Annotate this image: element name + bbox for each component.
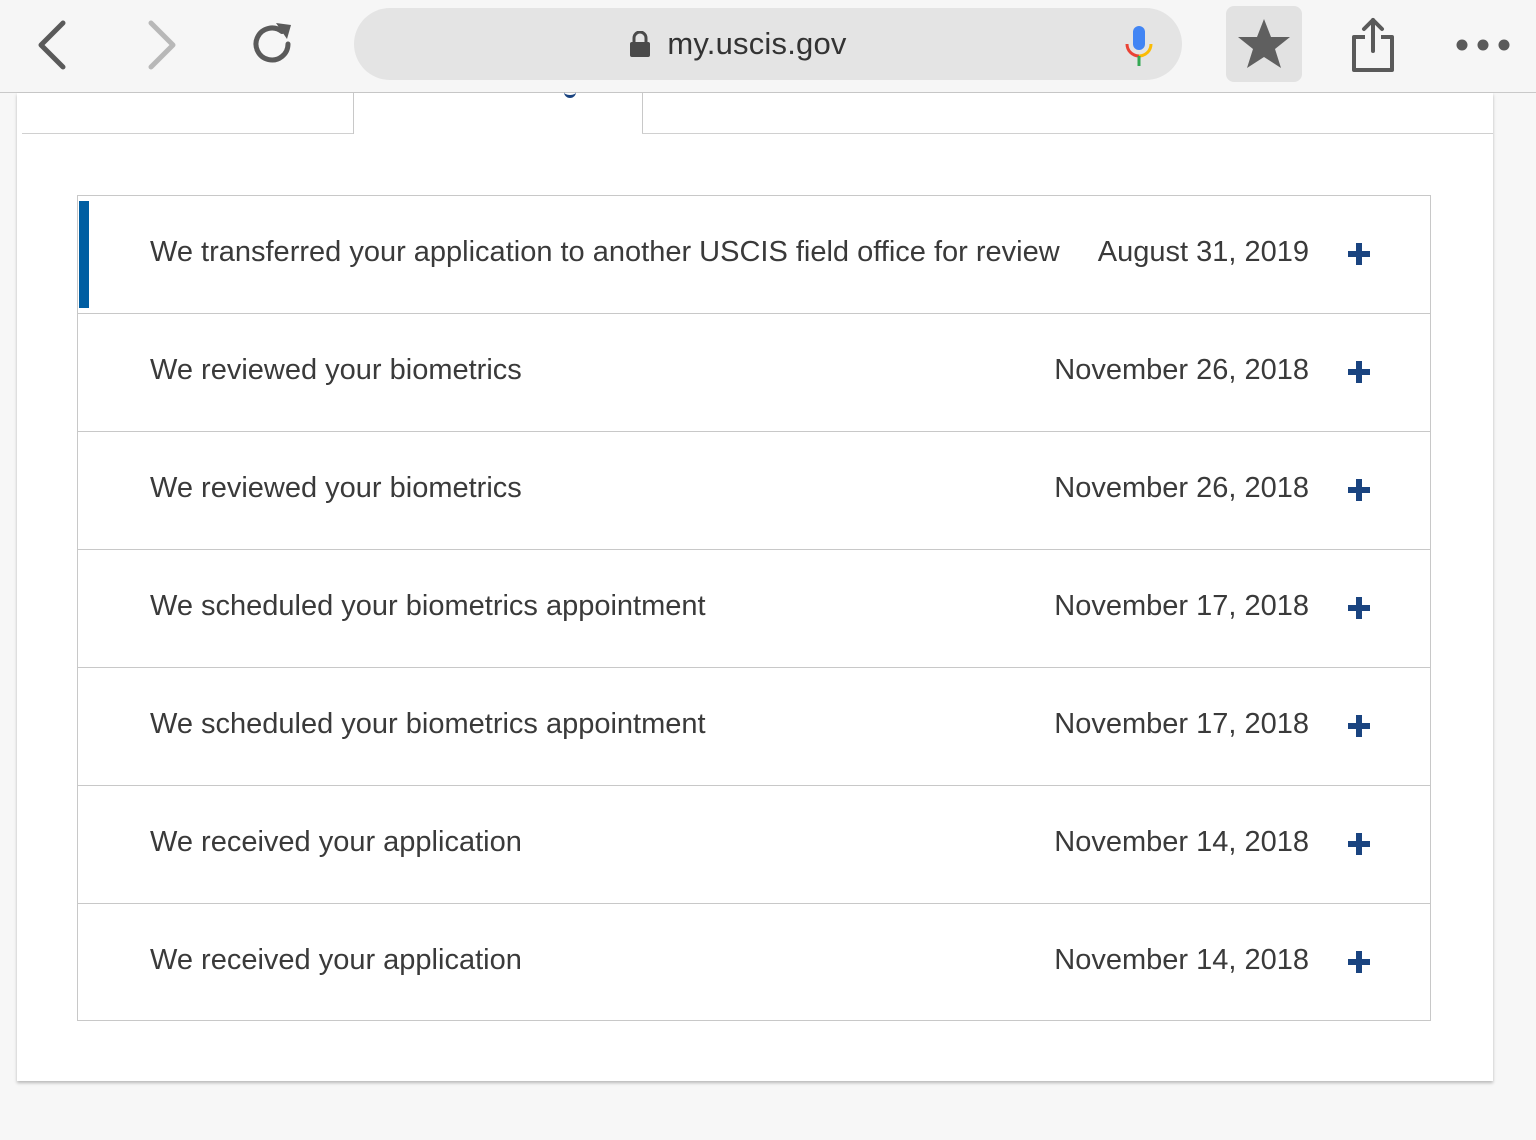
history-date: November 17, 2018 <box>1054 708 1309 740</box>
history-row-4[interactable] <box>78 550 1430 668</box>
plus-icon[interactable] <box>1347 832 1371 856</box>
share-button[interactable] <box>1340 12 1406 78</box>
plus-icon[interactable] <box>1347 478 1371 502</box>
history-description: We received your application <box>150 826 522 858</box>
plus-icon[interactable] <box>1347 950 1371 974</box>
microphone-icon[interactable] <box>1122 24 1156 70</box>
tab-bar-filler <box>642 93 1493 134</box>
history-row-7[interactable] <box>78 904 1430 1022</box>
reload-button[interactable] <box>240 12 304 76</box>
history-row-1[interactable] <box>78 196 1430 314</box>
history-date: August 31, 2019 <box>1097 236 1309 268</box>
tab-active[interactable] <box>353 93 643 134</box>
plus-icon[interactable] <box>1347 242 1371 266</box>
browser-toolbar <box>0 0 1536 93</box>
history-date: November 14, 2018 <box>1054 826 1309 858</box>
bookmark-button[interactable] <box>1226 6 1302 82</box>
tab-inactive[interactable] <box>22 93 353 134</box>
share-icon <box>1350 17 1396 73</box>
more-icon <box>1455 38 1511 52</box>
history-date: November 17, 2018 <box>1054 590 1309 622</box>
plus-icon[interactable] <box>1347 714 1371 738</box>
history-date: November 14, 2018 <box>1054 944 1309 976</box>
history-description: We scheduled your biometrics appointment <box>150 590 706 622</box>
history-row-2[interactable] <box>78 314 1430 432</box>
reload-icon <box>247 19 297 69</box>
case-history-card <box>17 93 1493 1081</box>
history-description: We scheduled your biometrics appointment <box>150 708 706 740</box>
tab-label-fragment <box>564 89 576 98</box>
history-description: We transferred your application to another USCIS field office for review <box>150 236 1060 268</box>
history-description: We received your application <box>150 944 522 976</box>
address-bar[interactable] <box>354 8 1182 80</box>
more-button[interactable] <box>1450 14 1516 76</box>
chevron-right-icon <box>141 19 181 71</box>
history-row-3[interactable] <box>78 432 1430 550</box>
plus-icon[interactable] <box>1347 596 1371 620</box>
lock-icon <box>629 31 651 57</box>
history-date: November 26, 2018 <box>1054 354 1309 386</box>
url-text: my.uscis.gov <box>667 26 847 61</box>
star-icon <box>1236 17 1292 71</box>
history-row-5[interactable] <box>78 668 1430 786</box>
forward-button[interactable] <box>130 14 192 76</box>
case-history-list <box>77 195 1431 1021</box>
history-date: November 26, 2018 <box>1054 472 1309 504</box>
plus-icon[interactable] <box>1347 360 1371 384</box>
back-button[interactable] <box>22 14 84 76</box>
history-description: We reviewed your biometrics <box>150 472 522 504</box>
history-description: We reviewed your biometrics <box>150 354 522 386</box>
tab-bar <box>17 93 1493 134</box>
history-row-6[interactable] <box>78 786 1430 904</box>
chevron-left-icon <box>33 19 73 71</box>
